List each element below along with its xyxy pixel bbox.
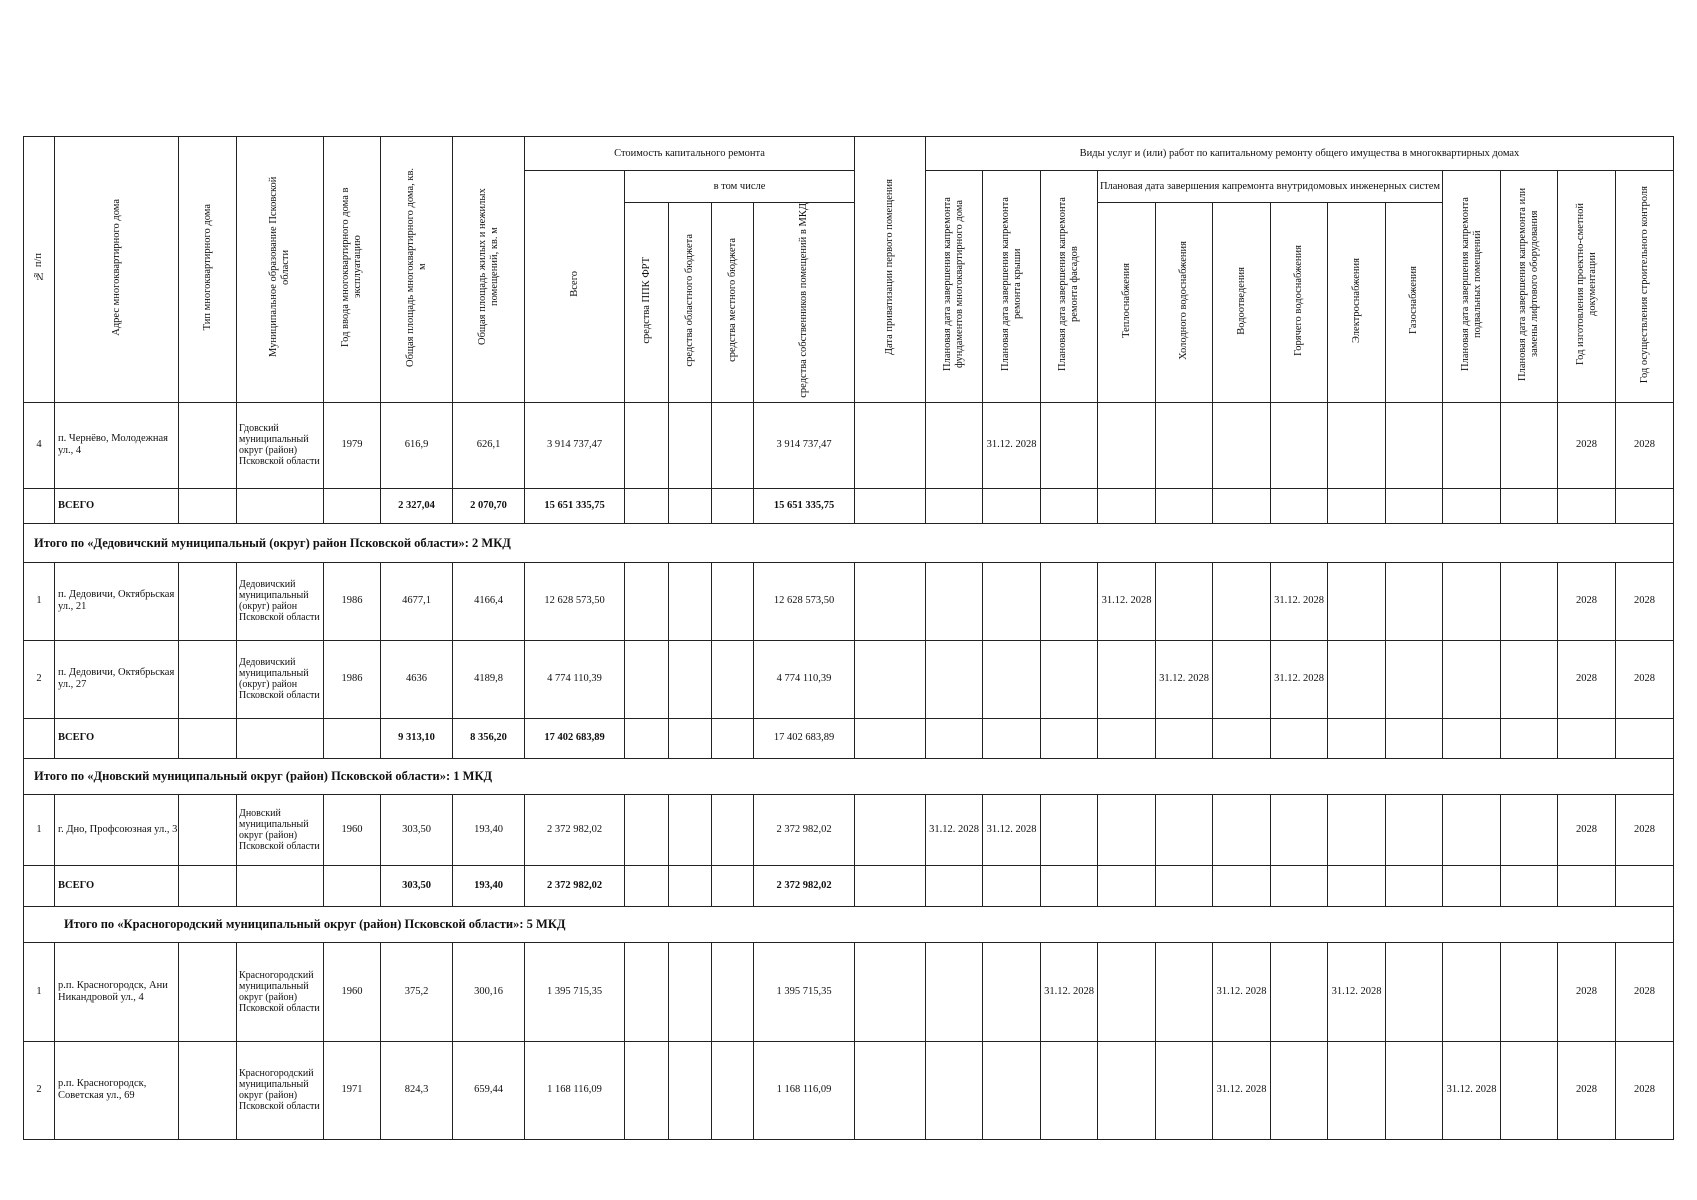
section-row: Итого по «Красногородский муниципальный округ (район) Псковской области»: 5 МКД [24, 906, 1674, 942]
table-row: 1 п. Дедовичи, Октябрьская ул., 21 Дедовичский муниципальный (округ) район Псковской области 1986 4677,1 4166,4 12 628 573,50 12 628 573,50 31.12. 2028 31.12. 2028 2028 2028 [24, 562, 1674, 640]
header-heat: Теплоснабжения [1098, 203, 1156, 403]
total-row: ВСЕГО 303,50 193,40 2 372 982,02 2 372 982,02 [24, 865, 1674, 906]
header-systems: Плановая дата завершения капремонта внутридомовых инженерных систем [1098, 171, 1443, 203]
header-privatization: Дата приватизации первого помещения [855, 137, 926, 403]
header-works-group: Виды услуг и (или) работ по капитальному ремонту общего имущества в многоквартирных домах [926, 137, 1674, 171]
table-row: 2 п. Дедовичи, Октябрьская ул., 27 Дедовичский муниципальный (округ) район Псковской области 1986 4636 4189,8 4 774 110,39 4 774 110,39 31.12. 2028 31.12. 2028 2028 2028 [24, 640, 1674, 718]
header-foundation: Плановая дата завершения капремонта фундаментов многоквартирного дома [926, 171, 983, 403]
header-control-year: Год осуществления строительного контроля [1616, 171, 1674, 403]
capital-repair-table [23, 136, 1674, 1140]
header-incl: в том числе [625, 171, 855, 203]
header-local: средства местного бюджета [712, 203, 754, 403]
header-municipality: Муниципальное образование Псковской области [237, 137, 324, 403]
header-address: Адрес многоквартирного дома [55, 137, 179, 403]
header-regional: средства областного бюджета [669, 203, 712, 403]
header-area-rooms: Общая площадь жилых и нежилых помещений, кв. м [453, 137, 525, 403]
header-cold: Холодного водоснабжения [1156, 203, 1213, 403]
header-basement: Плановая дата завершения капремонта подвальных помещений [1443, 171, 1501, 403]
section-row: Итого по «Дедовичский муниципальный (округ) район Псковской области»: 2 МКД [24, 523, 1674, 562]
header-cost-group: Стоимость капитального ремонта [525, 137, 855, 171]
header-hot: Горячего водоснабжения [1271, 203, 1328, 403]
total-row: ВСЕГО 2 327,04 2 070,70 15 651 335,75 15 651 335,75 [24, 488, 1674, 523]
header-gas: Газоснабжения [1386, 203, 1443, 403]
header-type: Тип многоквартирного дома [179, 137, 237, 403]
total-row: ВСЕГО 9 313,10 8 356,20 17 402 683,89 17 402 683,89 [24, 718, 1674, 758]
table-row: 1 г. Дно, Профсоюзная ул., 3 Дновский муниципальный округ (район) Псковской области 1960 303,50 193,40 2 372 982,02 2 372 982,02 31.12. 2028 31.12. 2028 2028 2028 [24, 794, 1674, 865]
section-row: Итого по «Дновский муниципальный округ (район) Псковской области»: 1 МКД [24, 758, 1674, 794]
header-year-built: Год ввода многоквартирного дома в эксплуатацию [324, 137, 381, 403]
header-facade: Плановая дата завершения капремонта ремонта фасадов [1041, 171, 1098, 403]
table-row: 4 п. Чернёво, Молодежная ул., 4 Гдовский муниципальный округ (район) Псковской области 1979 616,9 626,1 3 914 737,47 3 914 737,47 31.12. 2028 2028 2028 [24, 402, 1674, 488]
header-roof: Плановая дата завершения капремонта ремонта крыши [983, 171, 1041, 403]
table-row: 1 р.п. Красногородск, Ани Никандровой ул., 4 Красногородский муниципальный округ (район) Псковской области 1960 375,2 300,16 1 395 715,35 1 395 715,35 31.12. 2028 31.12. 2028 31.12. 2028 2028 2028 [24, 942, 1674, 1041]
table-row: 2 р.п. Красногородск, Советская ул., 69 Красногородский муниципальный округ (район) Псковской области 1971 824,3 659,44 1 168 116,09 1 168 116,09 31.12. 2028 31.12. 2028 2028 2028 [24, 1041, 1674, 1139]
header-num: № п/п [24, 137, 55, 403]
header-elevator: Плановая дата завершения капремонта или замены лифтового оборудования [1501, 171, 1558, 403]
header-ppk: средства ППК ФРТ [625, 203, 669, 403]
header-design-year: Год изготовления проектно-сметной документации [1558, 171, 1616, 403]
header-elec: Электроснабжения [1328, 203, 1386, 403]
header-area-total: Общая площадь многоквартирного дома, кв. м [381, 137, 453, 403]
header-cost-total: Всего [525, 171, 625, 403]
header-sewer: Водоотведения [1213, 203, 1271, 403]
header-owners: средства собственников помещений в МКД [754, 203, 855, 403]
